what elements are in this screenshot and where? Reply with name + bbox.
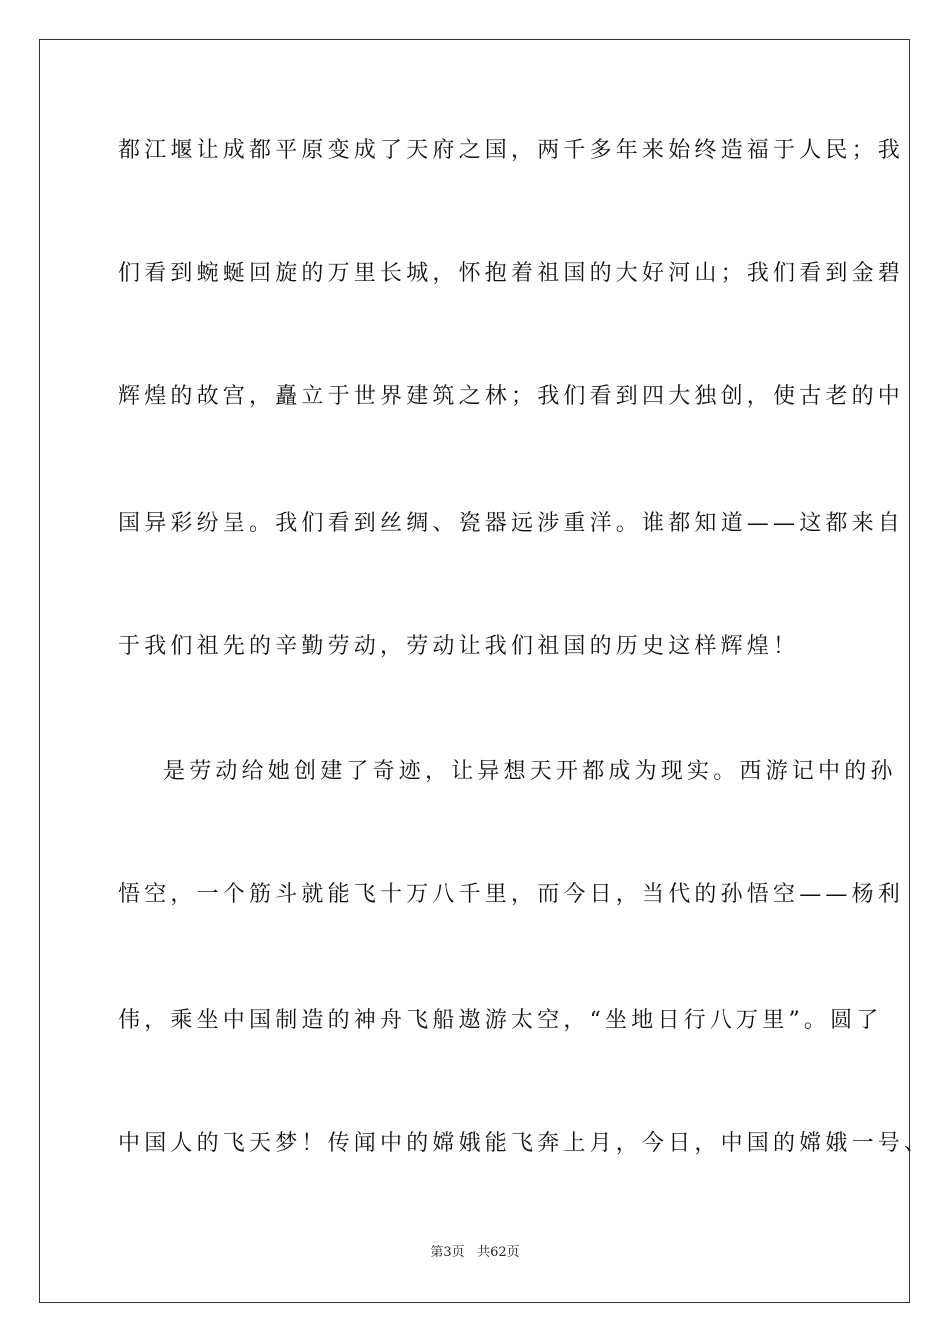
paragraph-line: 国异彩纷呈。我们看到丝绸、瓷器远涉重洋。谁都知道——这都来自 [118,511,905,536]
paragraph-line: 于我们祖先的辛勤劳动，劳动让我们祖国的历史这样辉煌！ [118,634,800,659]
page-footer [0,1245,950,1261]
paragraph-line: 伟，乘坐中国制造的神舟飞船遨游太空，“坐地日行八万里”。圆了 [118,1008,883,1033]
page-number: 第3页 [430,1245,465,1260]
page-border [39,39,931,1303]
page-total: 共62页 [477,1245,520,1260]
paragraph-line: 悟空，一个筋斗就能飞十万八千里，而今日，当代的孙悟空——杨利 [118,882,905,907]
paragraph-line: 是劳动给她创建了奇迹，让异想天开都成为现实。西游记中的孙 [163,759,897,784]
paragraph-line: 辉煌的故宫，矗立于世界建筑之林；我们看到四大独创，使古老的中 [118,384,905,409]
paragraph-line: 们看到蜿蜒回旋的万里长城，怀抱着祖国的大好河山；我们看到金碧 [118,261,905,286]
paragraph-line: 中国人的飞天梦！传闻中的嫦娥能飞奔上月，今日，中国的嫦娥一号、 [118,1131,931,1156]
paragraph-line: 都江堰让成都平原变成了天府之国，两千多年来始终造福于人民；我 [118,138,905,163]
